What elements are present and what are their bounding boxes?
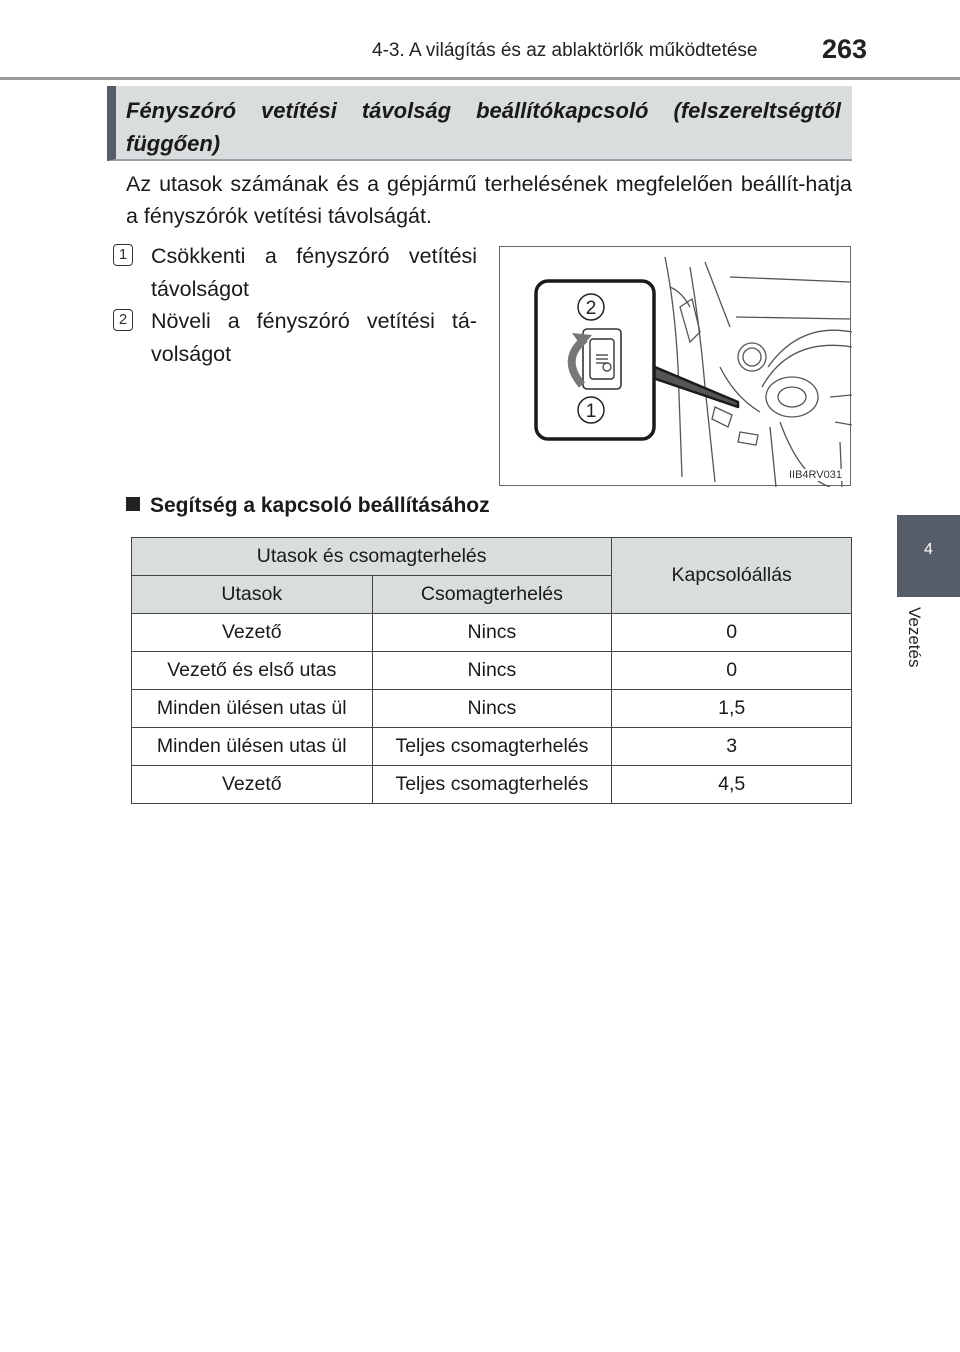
table-row — [132, 652, 852, 690]
table-cell: Nincs — [372, 614, 612, 652]
chapter-number: 4 — [924, 541, 933, 558]
item-number-badge: 2 — [113, 309, 133, 331]
table-row — [132, 766, 852, 804]
figure-code: IIB4RV031 — [788, 469, 842, 481]
table-group-header: Utasok és csomagterhelés — [132, 538, 612, 576]
table-header-row — [132, 538, 852, 576]
header-section-title: 4-3. A világítás és az ablaktörlők működtetése — [372, 40, 758, 61]
load-table — [131, 537, 852, 804]
table-cell: Minden ülésen utas ül — [132, 728, 373, 766]
section-heading: Fényszóró vetítési távolság beállítókapcsoló (felszereltségtől függően) — [126, 98, 841, 156]
callout-2 — [578, 294, 604, 320]
table-cell: Teljes csomagterhelés — [372, 728, 612, 766]
header-divider — [0, 77, 960, 80]
intro-paragraph: Az utasok számának és a gépjármű terhelésének megfelelően beállít-hatja a fényszórók vetítési távolságát. — [126, 172, 852, 228]
svg-text:1: 1 — [585, 401, 597, 422]
table-row — [132, 728, 852, 766]
table-col-luggage: Csomagterhelés — [372, 576, 612, 614]
table-col-position: Kapcsolóállás — [612, 538, 852, 614]
item-text: Növeli a fényszóró vetítési tá-volságot — [151, 309, 477, 366]
table-cell: 4,5 — [612, 766, 852, 804]
table-row — [132, 690, 852, 728]
switch-illustration — [499, 246, 851, 486]
table-cell: 0 — [612, 614, 852, 652]
table-cell: 0 — [612, 652, 852, 690]
table-cell: 1,5 — [612, 690, 852, 728]
dashboard-drawing — [500, 247, 852, 487]
table-cell: Vezető — [132, 614, 373, 652]
table-row — [132, 614, 852, 652]
callout-1 — [578, 397, 604, 423]
table-cell: Nincs — [372, 652, 612, 690]
table-cell: Teljes csomagterhelés — [372, 766, 612, 804]
square-bullet-icon — [126, 497, 140, 511]
table-col-passengers: Utasok — [132, 576, 373, 614]
item-number-badge: 1 — [113, 244, 133, 266]
subheading-text: Segítség a kapcsoló beállításához — [150, 494, 490, 517]
chapter-label: Vezetés — [905, 607, 924, 668]
table-cell: Vezető és első utas — [132, 652, 373, 690]
table-cell: Nincs — [372, 690, 612, 728]
subheading — [126, 494, 490, 518]
chapter-tab — [897, 515, 960, 597]
item-text: Csökkenti a fényszóró vetítési távolságot — [151, 244, 477, 301]
chapter-label-box — [902, 607, 924, 687]
leader-arrow — [650, 365, 738, 407]
table-cell: Minden ülésen utas ül — [132, 690, 373, 728]
svg-text:2: 2 — [585, 298, 597, 319]
page-number: 263 — [822, 34, 868, 64]
table-cell: Vezető — [132, 766, 373, 804]
section-heading-box — [107, 86, 852, 161]
table-cell: 3 — [612, 728, 852, 766]
